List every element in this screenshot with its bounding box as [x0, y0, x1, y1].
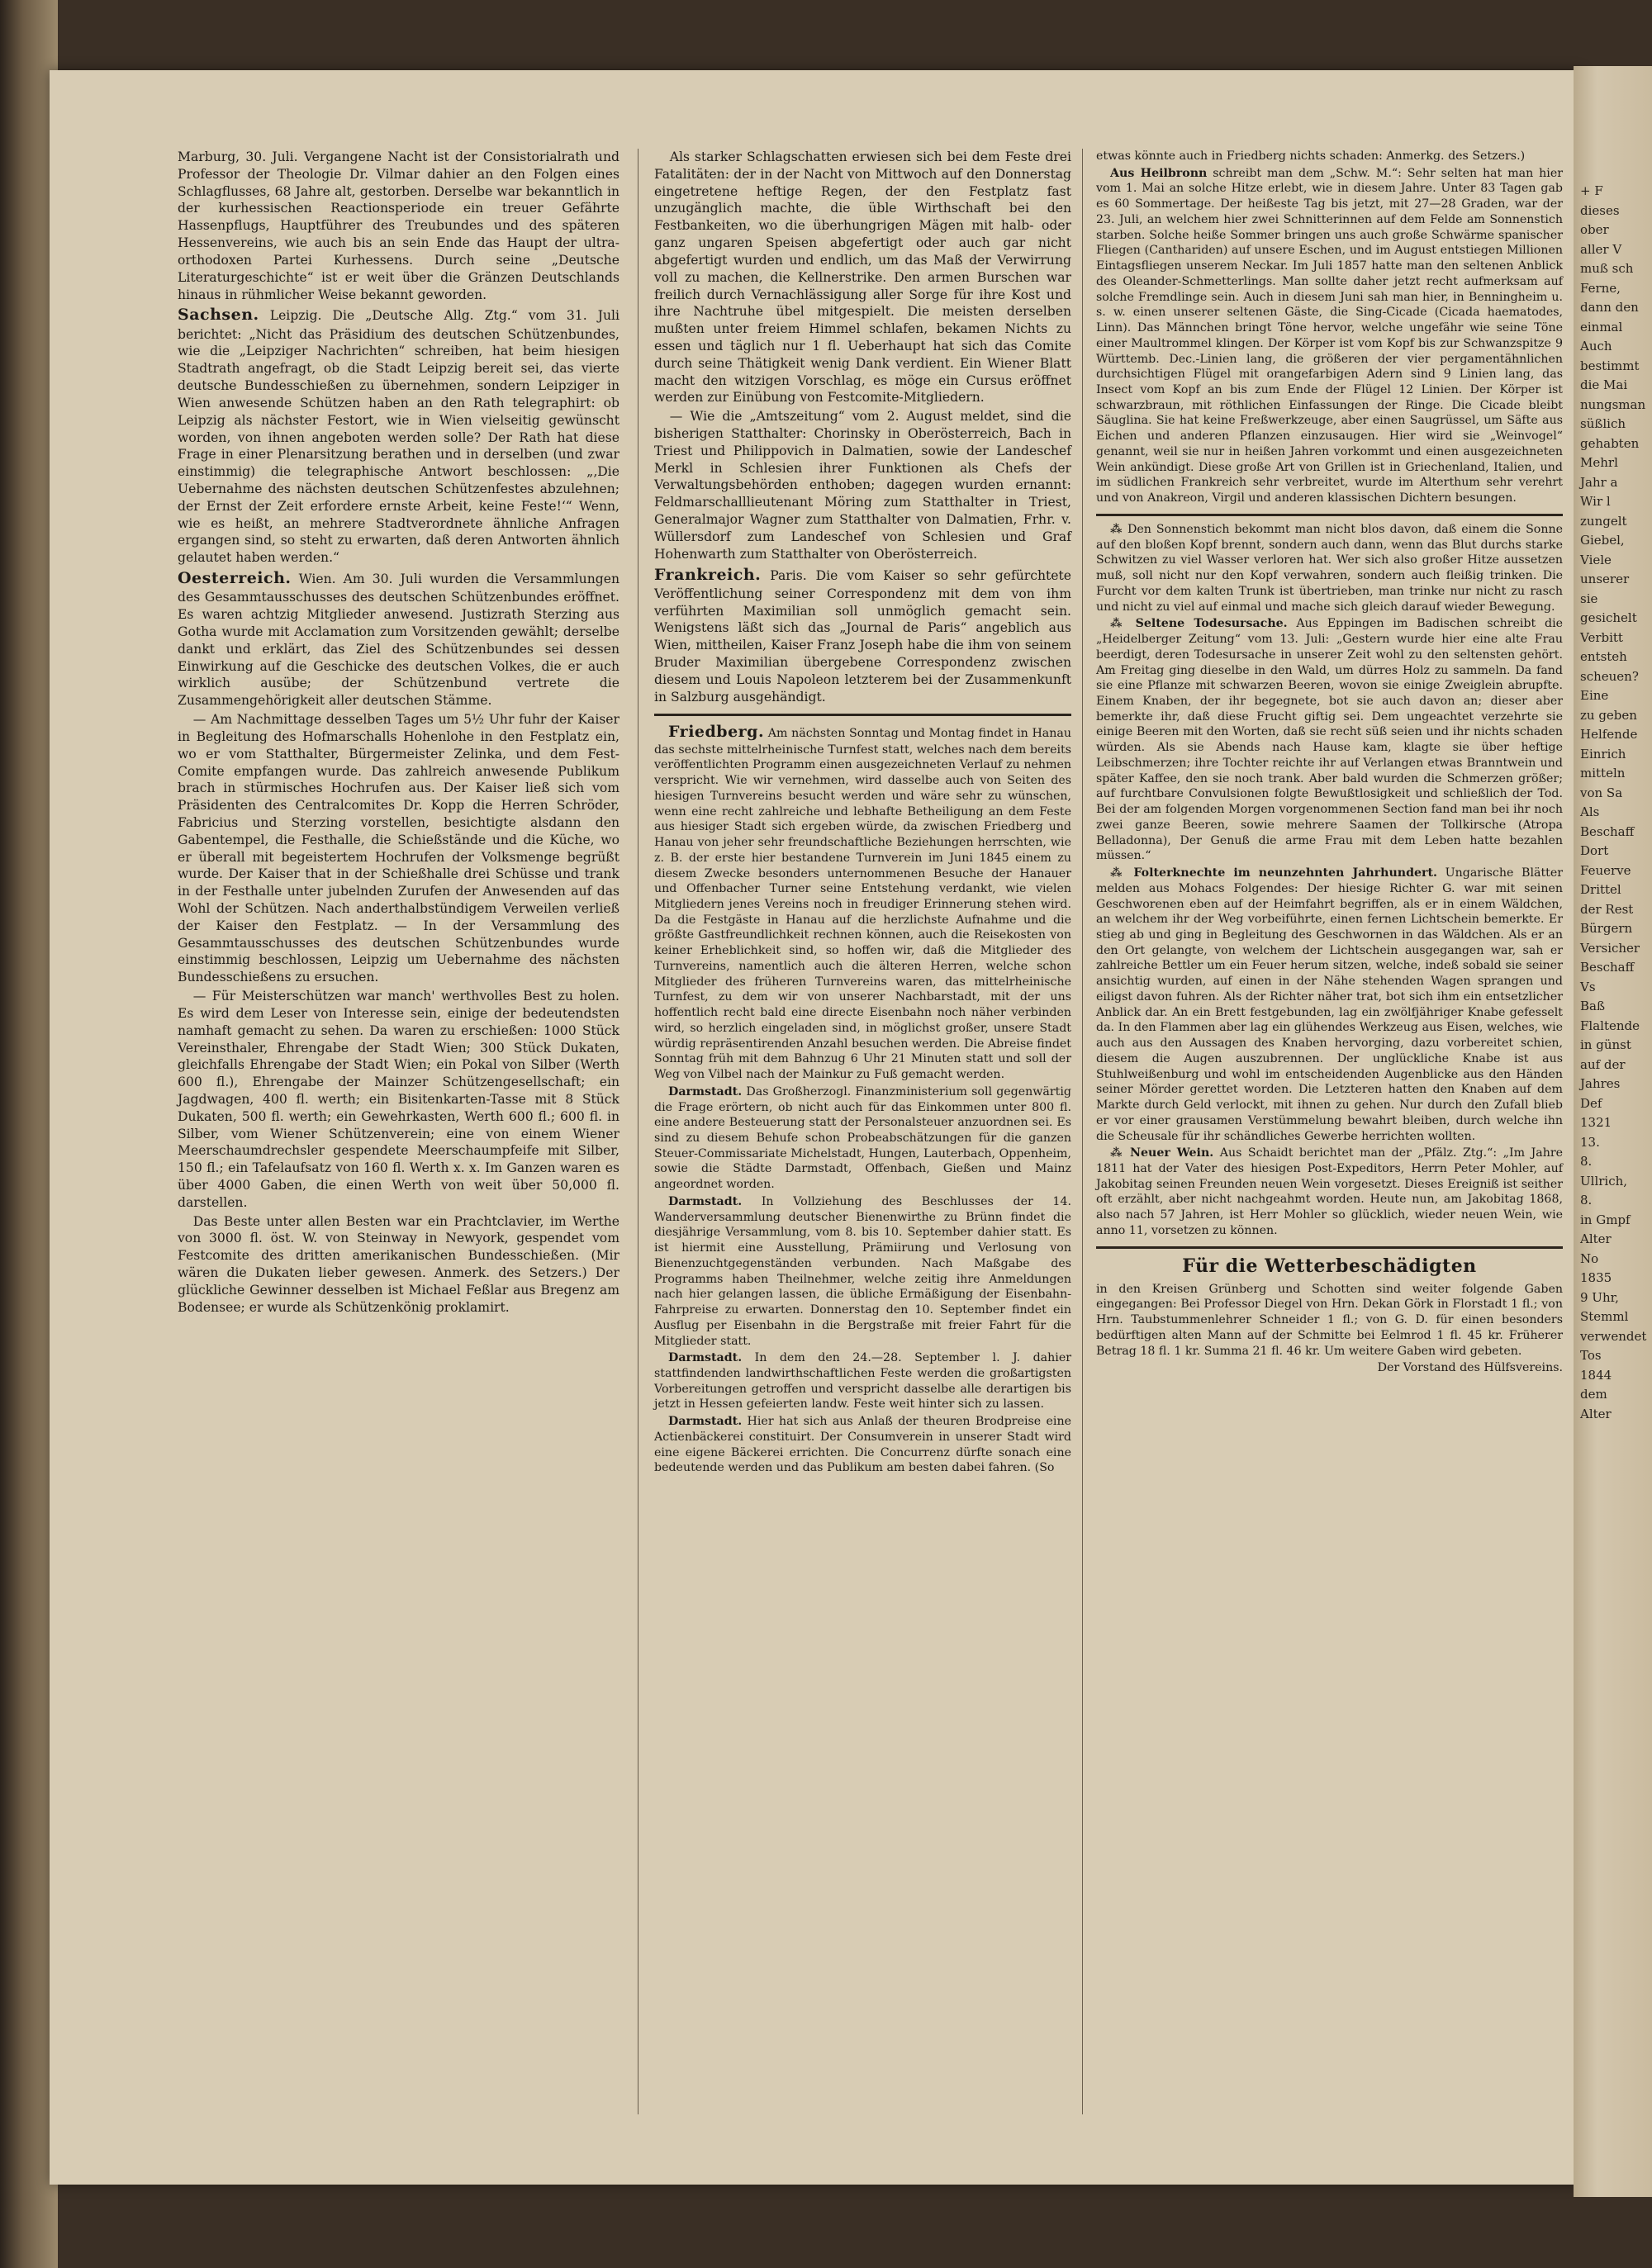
adjacent-page-line: Wir l — [1580, 494, 1611, 509]
adjacent-page-line: Einrich — [1580, 746, 1626, 762]
adjacent-page-line: sie — [1580, 591, 1598, 606]
article-darmstadt-1-text: Das Großherzogl. Finanzministerium soll gegenwärtig die Frage erörtern, ob nicht auch für das Einkommen unter 800 fl. eine andere Besteuerung statt der Personalsteuer anzuordnen sei. Es sind zu diesem Behufe schon Probeabschätzungen für die ganzen Steuer-Commissariate Michelstadt, Hungen, Lauterbach, Oppenheim, sowie die Städte Darmstadt, Offenbach, Gießen und Mainz angeordnet worden. — [654, 1084, 1071, 1192]
article-darmstadt-3 — [654, 1350, 1071, 1412]
article-meisterschuetzen: — Für Meisterschützen war manch' werthvolles Best zu holen. Es wird dem Leser von Interesse sein, einige der bedeutendsten namhaft gemacht zu sehen. Da waren zu erschießen: 1000 Stück Vereinsthaler, Ehrengabe der Stadt Wien; 300 Stück Dukaten, gleichfalls Ehrengabe der Stadt Wien; ein Pokal von Silber (Werth 600 fl.), Ehrengabe der Mainzer Schützengesellschaft; ein Jagdwagen, 400 fl. werth; ein Bisitenkarten-Tasse mit 8 Stück Dukaten, 500 fl. werth; ein Gewehrkasten, Werth 600 fl.; 600 fl. in Silber, vom Wiener Schützenverein; eine von einem Wiener Meerschaumdrechsler gespendete Meerschaumpfeife mit Silber, 150 fl.; ein Tafelaufsatz von 160 fl. Werth x. x. Im Ganzen waren es über 4000 Gaben, die einen Werth von weit über 50,000 fl. darstellen. — [178, 989, 620, 1210]
article-beste: Das Beste unter allen Besten war ein Prachtclavier, im Werthe von 3000 fl. öst. W. von Steinway in Newyork, gespendet vom Festcomite des dritten amerikanischen Bundesschießen. (Mir wären die Dukaten lieber gewesen. Anmerk. des Setzers.) Der glückliche Gewinner desselben ist Michael Feßlar aus Bregenz am Bodensee; er wurde als Schützenkönig proklamirt. — [178, 1213, 620, 1315]
adjacent-page-line: Beschaff — [1580, 823, 1635, 839]
adjacent-page-text — [1580, 182, 1652, 1424]
adjacent-page-edge — [1574, 66, 1652, 2197]
article-friedberg — [654, 722, 1071, 1083]
adjacent-page-line: + F — [1580, 183, 1603, 198]
article-oesterreich-text: Wien. Am 30. Juli wurden die Versammlungen des Gesammtausschusses des deutschen Schützenbundes eröffnet. Es waren achtzig Mitglieder anwesend. Justizrath Sterzing aus Gotha wurde mit Acclamation zum Vorsitzenden gewählt; derselbe dankt und erklärt, das Ziel des Schützenbundes sei dessen Einwirkung auf die Geschicke des deutschen Volkes, die er auch wirklich ausübe; der Schützenbund vertrete die Zusammengehörigkeit aller deutschen Stämme. — [178, 572, 620, 709]
adjacent-page-line: 8. — [1580, 1193, 1593, 1208]
adjacent-page-line: 1321 — [1580, 1115, 1612, 1130]
adjacent-page-line: dieses — [1580, 202, 1620, 218]
adjacent-page-line: Drittel — [1580, 882, 1621, 897]
adjacent-page-line: Vs — [1580, 979, 1596, 994]
adjacent-page-line: einmal — [1580, 319, 1623, 335]
adjacent-page-line: Ferne, — [1580, 280, 1621, 296]
adjacent-page-line: auf der — [1580, 1056, 1626, 1072]
adjacent-page-line: Versicher — [1580, 940, 1640, 956]
adjacent-page-line: nungsman — [1580, 396, 1646, 412]
lead-darmstadt-2: Darmstadt. — [668, 1194, 743, 1208]
adjacent-page-line: in günst — [1580, 1037, 1631, 1052]
section-separator — [1096, 514, 1563, 516]
adjacent-page-line: 9 Uhr, — [1580, 1289, 1619, 1305]
adjacent-page-line: verwendet — [1580, 1328, 1647, 1344]
article-darmstadt-4 — [654, 1414, 1071, 1476]
adjacent-page-line: Jahr a — [1580, 474, 1618, 490]
adjacent-page-line: Beschaff — [1580, 960, 1635, 975]
adjacent-page-line: Jahres — [1580, 1076, 1621, 1091]
adjacent-page-line: entsteh — [1580, 649, 1627, 664]
article-schlagschatten: Als starker Schlagschatten erwiesen sich bei dem Feste drei Fatalitäten: der in der Nacht von Mittwoch auf den Donnerstag eingetretene heftige Regen, der den Festplatz fast unzugänglich machte, die üble Wirthschaft bei den Festbankeiten, wo die überhungrigen Mägen mit halb- oder ganz ungaren Speisen abgefertigt oder auch gar nicht abgefertigt wurden und endlich, um das Maß der Verwirrung voll zu machen, die Kellnerstrike. Den armen Burschen war freilich durch Vernachlässigung aller Sorge für ihre Kost und ihre Nachtruhe übel mitgespielt. Die meisten derselben mußten unter freiem Himmel schlafen, bekamen Nichts zu essen und täglich nur 1 fl. Ueberhaupt hat sich das Comite durch seine Thätigkeit wenig Dank verdient. Ein Wiener Blatt macht den witzigen Vorschlag, es möge ein Cursus eröffnet werden zur Einübung von Festcomite-Mitgliedern. — [654, 149, 1071, 406]
adjacent-page-line: 1844 — [1580, 1367, 1612, 1383]
adjacent-page-line: Baß — [1580, 999, 1605, 1013]
adjacent-page-line: der Rest — [1580, 901, 1634, 917]
asterism-icon: ⁂ — [1110, 1146, 1124, 1160]
article-folterknechte — [1096, 866, 1563, 1144]
adjacent-page-line: Dort — [1580, 843, 1609, 858]
article-neuer-wein — [1096, 1146, 1563, 1238]
article-friedberg-text: Am nächsten Sonntag und Montag findet in Hanau das sechste mittelrheinische Turnfest statt, welches nach dem bereits veröffentlichten Programm einen ausgezeichneten Verlauf zu nehmen verspricht. Wie wir vernehmen, wird dasselbe auch von Seiten des hiesigen Turnvereins besucht werden und wäre sehr zu wünschen, wenn eine recht zahlreiche und lebhafte Betheiligung an dem Feste aus hiesiger Stadt sich ergeben würde, da zwischen Friedberg und Hanau von jeher sehr freundschaftliche Beziehungen herrschten, wie z. B. der erste hier bestandene Turnverein im Juni 1845 einem zu diesem Zwecke besonders unternommenen Besuche der Hanauer und Offenbacher Turner seine Entstehung verdankt, wie vielen Mitgliedern jenes Vereins noch in freudiger Erinnerung stehen wird. Da die Festgäste in Hanau auf die herzlichste Aufnahme und die größte Gastfreundlichkeit rechnen können, auch die Reisekosten von keiner Erheblichkeit sind, so hoffen wir, daß die Mitglieder des Turnvereins, namentlich auch die älteren Herren, welche schon Mitglieder des früheren Turnvereins waren, das mittelrheinische Turnfest, zu dem wir von unserer Nachbarstadt, mit der uns hoffentlich recht bald eine directe Eisenbahn noch näher verbinden wird, so herzlich eingeladen sind, in möglichst großer, unsere Stadt würdig repräsentirenden Anzahl besuchen werden. Die Abreise findet Sonntag früh mit dem Bahnzug 6 Uhr 21 Minuten statt und soll der Weg von Vilbel nach der Mainkur zu Fuß gemacht werden. — [654, 726, 1072, 1082]
article-neuer-wein-text: Aus Schaidt berichtet man der „Pfälz. Ztg.“: „Im Jahre 1811 hat der Vater des hiesigen Post-Expeditors, Herrn Peter Mohler, auf Jakobitag seinen Freunden neuen Wein vorgesetzt. Dieses Ereigniß ist seither oft erzählt, aber nicht nachgeahmt worden. Heute nun, am Jakobitag 1868, also nach 57 Jahren, ist Herr Mohler so glücklich, wieder neuen Wein, wie anno 11, vorsetzen zu können. — [1096, 1146, 1564, 1237]
adjacent-page-line: die Mai — [1580, 377, 1628, 392]
adjacent-page-line: Als — [1580, 804, 1600, 819]
adjacent-page-line: aller V — [1580, 241, 1622, 257]
adjacent-page-line: muß sch — [1580, 261, 1634, 276]
adjacent-page-line: No — [1580, 1250, 1599, 1266]
adjacent-page-line: Bürgern — [1580, 921, 1633, 936]
adjacent-page-line: Ullrich, — [1580, 1173, 1628, 1189]
adjacent-page-line: mitteln — [1580, 766, 1626, 781]
notice-signature: Der Vorstand des Hülfsvereins. — [1377, 1361, 1563, 1375]
adjacent-page-line: 13. — [1580, 1134, 1600, 1150]
article-sonnenstich-text: Den Sonnenstich bekommt man nicht blos davon, daß einem die Sonne auf den bloßen Kopf brennt, sondern auch dann, wenn das Blut durchs starke Schwitzen zu viel Wasser verloren hat. Wer sich also großer Hitze aussetzen muß, soll nicht nur den Kopf verwahren, sondern auch fleißig trinken. Die Furcht vor dem kalten Trunk ist übertrieben, man trinke nur nicht zu rasch und nicht zu viel auf einmal und mache sich gleich darauf wieder Bewegung. — [1096, 522, 1563, 614]
section-separator — [654, 714, 1071, 716]
article-darmstadt-2-text: In Vollziehung des Beschlusses der 14. Wanderversammlung deutscher Bienenwirthe zu Brünn findet die diesjährige Versammlung, vom 8. bis 10. September dahier statt. Es ist hiermit eine Ausstellung, Prämiirung und Verlosung von Bienenzuchtgegenständen verbunden. Nach Maßgabe des Programms haben Theilnehmer, welche zeitig ihre Anmeldungen nach hier gelangen lassen, die übliche Ermäßigung der Eisenbahn-Fahrpreise zu erwarten. Donnerstag den 10. September findet ein Ausflug per Eisenbahn in die Bergstraße mit freier Fahrt für die Mitglieder statt. — [654, 1194, 1071, 1348]
adjacent-page-line: Giebel, — [1580, 533, 1625, 548]
adjacent-page-line: ober — [1580, 222, 1609, 237]
section-head-friedberg: Friedberg. — [668, 722, 765, 741]
adjacent-page-line: 1835 — [1580, 1270, 1612, 1285]
article-todesursache — [1096, 616, 1563, 864]
adjacent-page-line: Alter — [1580, 1231, 1612, 1246]
article-todesursache-text: Aus Eppingen im Badischen schreibt die „Heidelberger Zeitung“ vom 13. Juli: „Gestern wurde hier eine alte Frau beerdigt, deren Todesursache in unserer Zeit wohl zu den seltensten gehört. Am Freitag ging dieselbe in den Wald, um dürres Holz zu sammeln. Da fand sie eine Pflanze mit schwarzen Beeren, wovon sie einige Zweiglein abrupfte. Einem Knaben, der ihr begegnete, bot sie auch davon an; dieser aber bemerkte ihr, daß diese Frucht giftig sei. Dem ungeachtet verzehrte sie einige Beeren mit den Worten, daß sie recht süß seien und ihr nichts schaden würden. Als sie Abends nach Hause kam, klagte sie über heftige Leibschmerzen; ihre Tochter reichte ihr auf Verlangen etwas Branntwein und später Kaffee, den sie noch trank. Aber bald wurden die Schmerzen größer; auf furchtbare Convulsionen folgte Bewußtlosigkeit und schließlich der Tod. Bei der am folgenden Morgen vorgenommenen Section fand man bei ihr noch zwei ganze Beeren, sowie mehrere Saamen der Tollkirsche (Atropa Belladonna), Der Genuß die arme Frau mit dem Leben hatte bezahlen müssen.“ — [1096, 617, 1564, 863]
adjacent-page-line: Def — [1580, 1095, 1602, 1111]
adjacent-page-line: Verbitt — [1580, 629, 1623, 645]
section-separator — [1096, 1246, 1563, 1249]
notice-title: Für die Wetterbeschädigten — [1182, 1255, 1477, 1277]
adjacent-page-line: süßlich — [1580, 416, 1626, 431]
article-continuation: etwas könnte auch in Friedberg nichts schaden: Anmerkg. des Setzers.) — [1096, 149, 1526, 163]
adjacent-page-line: zungelt — [1580, 513, 1627, 529]
column-1 — [178, 149, 620, 1318]
adjacent-page-line: unserer — [1580, 572, 1630, 586]
lead-todesursache: Seltene Todesursache. — [1135, 617, 1288, 631]
adjacent-page-line: Helfende — [1580, 727, 1638, 742]
lead-folterknechte: Folterknechte im neunzehnten Jahrhundert. — [1133, 866, 1438, 880]
adjacent-page-line: Stemml — [1580, 1309, 1629, 1324]
article-sachsen — [178, 305, 620, 567]
adjacent-page-line: Auch — [1580, 339, 1612, 353]
notice-text: in den Kreisen Grünberg und Schotten sind weiter folgende Gaben eingegangen: Bei Professor Diegel von Hrn. Dekan Görk in Florstadt 1 fl.; von Hrn. Taubstummenlehrer Schneider 1 fl.; von G. D. für einen besonders bedürftigen alten Mann auf der Schmitte bei Eelmrod 1 fl. 45 kr. Früherer Betrag 18 fl. 1 kr. Summa 21 fl. 46 kr. Um weitere Gaben wird gebeten. — [1096, 1282, 1563, 1358]
article-oesterreich — [178, 568, 620, 709]
article-heilbronn — [1096, 166, 1563, 506]
article-darmstadt-1 — [654, 1084, 1071, 1193]
adjacent-page-line: Mehrl — [1580, 455, 1618, 470]
article-folterknechte-text: Ungarische Blätter melden aus Mohacs Folgendes: Der hiesige Richter G. war mit seinen Geschworenen eben auf der Heimfahrt begriffen, als er in einem Wäldchen, an welchem ihr der Weg vorbeiführte, einen fernen Lichtschein bemerkte. Er stieg ab und ging in Begleitung des Geschwornen in das Wäldchen. Als er an den Ort gelangte, von welchem der Lichtschein ausgegangen war, sah er zahlreiche Bettler um ein Feuer herum sitzen, welche, indeß sobald sie seiner ansichtig wurden, auf einen in der Nähe stehenden Wagen sprangen und eiligst davon fuhren. Als der Richter näher trat, bot sich ihm ein entsetzlicher Anblick dar. An ein Brett festgebunden, lag ein zwölfjähriger Knabe gefesselt da. In den Flammen aber lag ein glühendes Werkzeug aus Eisen, welches, wie auch aus den Aussagen des Knaben hervorging, dazu vorbereitet schien, diesem die Augen auszubrennen. Der unglückliche Knabe ist aus Stuhlweißenburg und wohl im entscheidenden Augenblicke aus den Händen seiner Mörder gerettet worden. Die Letzteren hatten den Knaben auf dem Markte durch Geld verlockt, mit ihnen zu gehen. Nur durch den Zufall blieb er vor einer grausamen Verstümmelung bewahrt bleiben, durch welche ihn die Scheusale für ihr schändliches Gewerbe herrichten wollten. — [1096, 866, 1564, 1143]
article-nachmittag: — Am Nachmittage desselben Tages um 5½ Uhr fuhr der Kaiser in Begleitung des Hofmarschalls Hohenlohe in den Festplatz ein, wo er vom Statthalter, Bürgermeister Zelinka, und dem Fest-Comite empfangen wurde. Das zahlreich anwesende Publikum brach in stürmisches Hochrufen aus. Der Kaiser ließ sich vom Präsidenten des Centralcomites Dr. Kopp die Herren Schröder, Fabricius und Sterzing vorstellen, besichtigte alsdann den Gabentempel, die Festhalle, die Schießstände und die Küche, wo er überall mit begeistertem Hochrufen der Volksmenge begrüßt wurde. Der Kaiser that in der Schießhalle drei Schüsse und trank in der Festhalle unter jubelnden Zurufen der Anwesenden auf das Wohl der Schützen. Nach anderthalbstündigem Verweilen verließ der Kaiser den Festplatz. — In der Versammlung des Gesammtausschusses des deutschen Schützenbundes wurde einstimmig beschlossen, Leipzig um Uebernahme des nächsten Bundesschießens zu ersuchen. — [178, 712, 620, 985]
adjacent-page-line: Tos — [1580, 1348, 1602, 1363]
adjacent-page-line: dann den — [1580, 300, 1639, 315]
asterism-icon: ⁂ — [1110, 866, 1126, 880]
article-marburg: Marburg, 30. Juli. Vergangene Nacht ist der Consistorialrath und Professor der Theologie Dr. Vilmar dahier an den Folgen eines Schlagflusses, 68 Jahre alt, gestorben. Derselbe war bekanntlich in der kurhessischen Reactionsperiode ein treuer Gefährte Hassenpflugs, Hauptführer des Treubundes und des späteren Hessenvereins, wie auch bis an sein Ende das Haupt der ultra-orthodoxen Partei Kurhessens. Durch seine „Deutsche Literaturgeschichte“ ist er weit über die Gränzen Deutschlands hinaus in rühmlicher Weise bekannt geworden. — [178, 149, 620, 302]
article-darmstadt-2 — [654, 1194, 1071, 1349]
adjacent-page-line: Eine — [1580, 688, 1609, 703]
article-darmstadt-4-text: Hier hat sich aus Anlaß der theuren Brodpreise eine Actienbäckerei constituirt. Der Consumverein in unserer Stadt wird eine eigene Bäckerei errichten. Die Concurrenz dürfte sonach eine bedeutende werden und das Publikum am besten dabei fahren. (So — [654, 1415, 1071, 1475]
column-2 — [654, 149, 1071, 1478]
article-amtszeitung: — Wie die „Amtszeitung“ vom 2. August meldet, sind die bisherigen Statthalter: Chorinsky in Oberösterreich, Bach in Triest und Philippovich in Dalmatien, sowie der Landeschef Merkl in Schlesien ihrer Funktionen als Chefs der Verwaltungsbehörden enthoben; dagegen wurden ernannt: Feldmarschalllieutenant Möring zum Statthalter in Triest, Generalmajor Wagner zum Statthalter von Dalmatien, Frhr. v. Wüllersdorf zum Landeschef von Schlesien und Graf Hohenwarth zum Statthalter von Oberösterreich. — [654, 409, 1071, 562]
article-sachsen-text: Leipzig. Die „Deutsche Allg. Ztg.“ vom 31. Juli berichtet: „Nicht das Präsidium des deutschen Schützenbundes, wie die „Leipziger Nachrichten“ schreiben, hat beim hiesigen Stadtrath angefragt, ob die Stadt Leipzig bereit sei, das vierte deutsche Bundesschießen zu übernehmen, sondern Leipziger in Wien anwesende Schützen haben an den Rath telegraphirt: ob Leipzig als nächster Festort, wie in Wien vielseitig gewünscht worden, von ihnen angeboten werden solle? Der Rath hat diese Frage in einer Plenarsitzung berathen und in derselben (und zwar einstimmig) die telegraphische Antwort beschlossen: „‚Die Uebernahme des nächsten deutschen Schützenfestes abzulehnen; der Ernst der Zeit erfordere ernste Arbeit, keine Feste!‘“ Wenn, wie es heißt, an mehrere Stadtverordnete ähnliche Anfragen ergangen sind, so steht zu erwarten, daß deren Antworten ähnlich gelautet haben werden.“ — [178, 308, 620, 566]
adjacent-page-line: Alter — [1580, 1406, 1612, 1421]
article-heilbronn-text: schreibt man dem „Schw. M.“: Sehr selten hat man hier vom 1. Mai an solche Hitze erlebt, wie in diesem Jahre. Unter 83 Tagen gab es 60 Sommertage. Der heißeste Tag bis jetzt, mit 27—28 Graden, war der 23. Juli, an welchem hier zwei Schnitterinnen auf dem Felde am Sonnenstich starben. Solche heiße Sommer bringen uns auch große Schwärme spanischer Fliegen (Canthariden) auf unsere Eschen, und im August entstiegen Millionen Eintagsfliegen unserem Neckar. Im Juli 1857 hatte man den seltenen Anblick des Oleander-Schmetterlings. Man sollte daher jetzt recht aufmerksam auf solche Fremdlinge sein. Auch in diesem Juni sah man hier, in Benningheim u. s. w. einen unserer seltenen Gäste, die Sing-Cicade (Cicada haematodes, Linn). Das Männchen bringt Töne hervor, welche ungefähr wie seine Töne einer Maultrommel klingen. Der Körper ist vom Kopf bis zur Schwanzspitze 9 Württemb. Dec.-Linien lang, die größeren der vier pergamentähnlichen durchsichtigen Flügel mit orangefarbigen Adern sind 9 Linien lang, das Insect vom Kopf an bis zum Ende der Flügel 12 Linien. Der Körper ist schwarzbraun, mit röthlichen Einfassungen der Ringe. Die Cicade bleibt Säuglinа. Sie hat keine Freßwerkzeuge, aber einen Saugrüssel, um Säfte aus Eichen und anderen Pflanzen einzusaugen. Hier wird sie „Weinvogel“ genannt, weil sie nur in heißen Jahren vorkommt und einen ausgezeichneten Wein ankündigt. Diese große Art von Grillen ist in Griechenland, Italien, und im südlichen Frankreich sehr verbreitet, wurde im Alterthum sehr verehrt und von Anakreon, Virgil und anderen klassischen Dichtern besungen. — [1096, 166, 1563, 505]
section-head-oesterreich: Oesterreich. — [178, 569, 292, 588]
article-sonnenstich — [1096, 522, 1563, 614]
article-frankreich-text: Paris. Die vom Kaiser so sehr gefürchtete Veröffentlichung seiner Correspondenz mit dem von ihm verführten Maximilian soll unmöglich gemacht sein. Wenigstens läßt sich das „Journal de Paris“ angeblich aus Wien, mittheilen, Kaiser Franz Joseph habe die ihm von seinem Bruder Maximilian übergebene Correspondenz zwischen diesem und Louis Napoleon letzterem bei der Zusammenkunft in Salzburg ausgehändigt. — [654, 567, 1071, 705]
adjacent-page-line: Feuerve — [1580, 862, 1631, 878]
adjacent-page-line: von Sa — [1580, 785, 1623, 800]
adjacent-page-line: 8. — [1580, 1154, 1593, 1169]
adjacent-page-line: dem — [1580, 1387, 1607, 1402]
column-rule — [1082, 149, 1083, 2114]
article-frankreich — [654, 565, 1071, 706]
adjacent-page-line: zu geben — [1580, 707, 1637, 723]
lead-darmstadt-1: Darmstadt. — [668, 1084, 743, 1098]
adjacent-page-line: Flaltende — [1580, 1018, 1640, 1033]
asterism-icon: ⁂ — [1110, 522, 1123, 536]
adjacent-page-line: gesichelt — [1580, 610, 1637, 625]
adjacent-page-line: Viele — [1580, 552, 1612, 567]
adjacent-page-line: bestimmt — [1580, 358, 1640, 373]
column-3 — [1096, 149, 1563, 1378]
lead-darmstadt-3: Darmstadt. — [668, 1351, 743, 1365]
section-head-frankreich: Frankreich. — [654, 565, 762, 584]
lead-neuer-wein: Neuer Wein. — [1130, 1146, 1214, 1160]
lead-heilbronn: Aus Heilbronn — [1110, 166, 1208, 180]
asterism-icon: ⁂ — [1110, 617, 1127, 631]
adjacent-page-line: in Gmpf — [1580, 1212, 1631, 1227]
section-head-sachsen: Sachsen. — [178, 306, 259, 325]
lead-darmstadt-4: Darmstadt. — [668, 1415, 743, 1429]
adjacent-page-line: gehabten — [1580, 435, 1640, 451]
adjacent-page-line: scheuen? — [1580, 668, 1639, 684]
article-darmstadt-3-text: In dem den 24.—28. September l. J. dahier stattfindenden landwirthschaftlichen Feste werden die großartigsten Vorbereitungen getroffen und verspricht dasselbe alle derartigen bis jetzt in Hessen gefeierten landw. Feste weit hinter sich zu lassen. — [654, 1351, 1071, 1412]
